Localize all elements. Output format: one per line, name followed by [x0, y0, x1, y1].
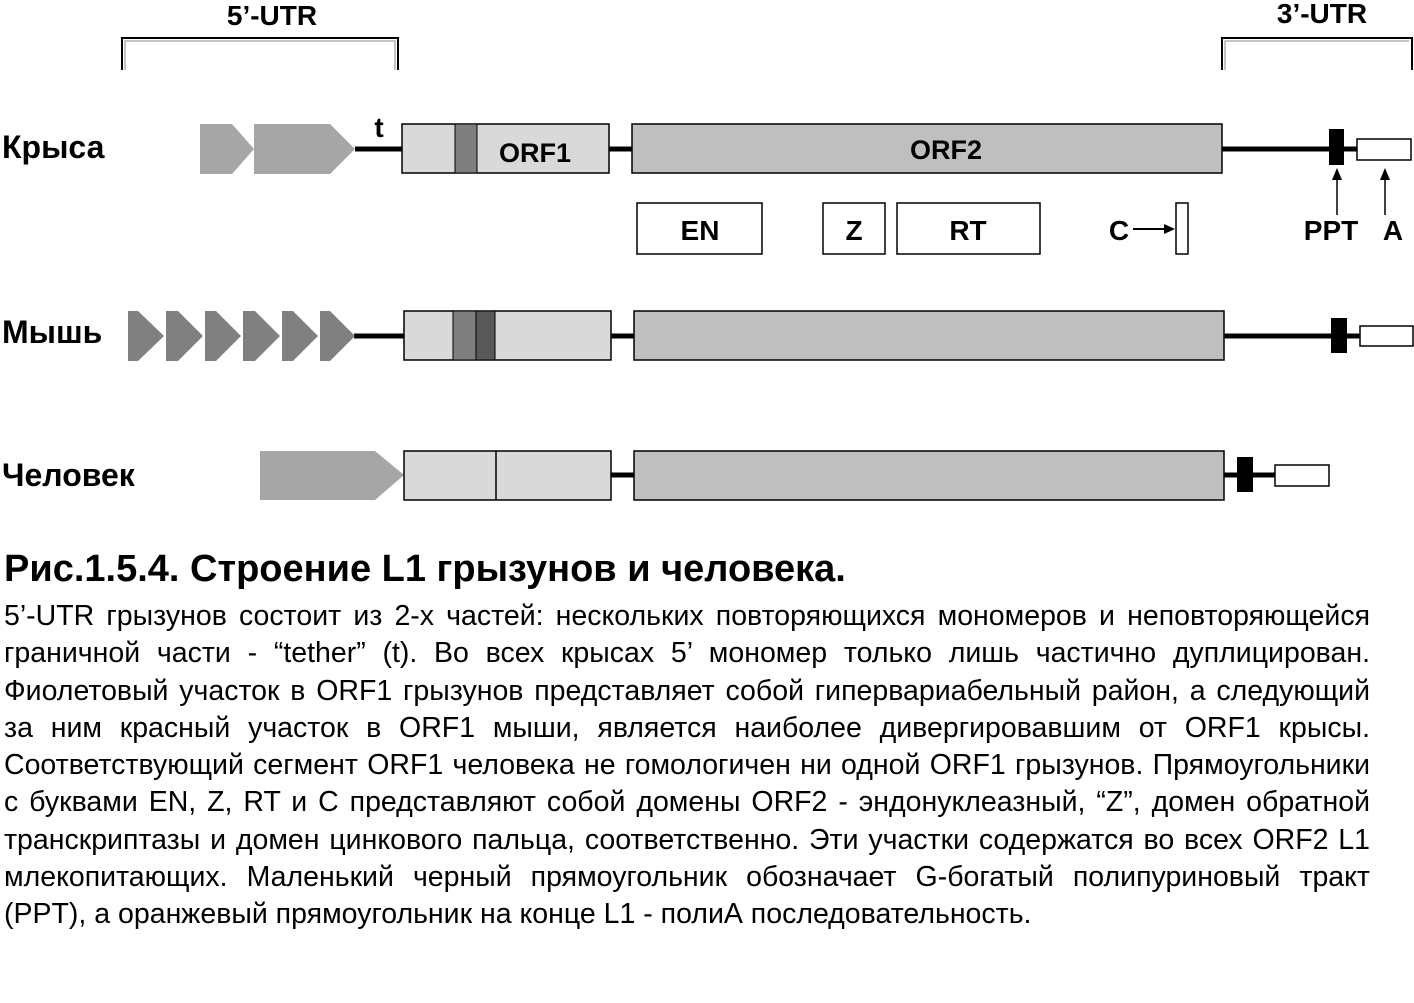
mouse-divergent-region	[476, 311, 495, 360]
mouse-monomer-6	[320, 311, 355, 361]
mouse-monomer-3	[205, 311, 241, 361]
mouse-monomer-5	[282, 311, 318, 361]
human-monomer	[260, 451, 404, 500]
mouse-monomer-2	[166, 311, 203, 361]
human-polya	[1275, 465, 1329, 486]
mouse-orf2	[634, 311, 1224, 360]
rat-monomer-2	[254, 124, 355, 174]
tether-label: t	[374, 112, 384, 143]
utr3-bracket	[1222, 0, 1412, 70]
rat-monomer-1	[200, 124, 254, 174]
species-label-rat: Крыса	[2, 129, 105, 165]
mouse-monomer-4	[243, 311, 280, 361]
human-l1	[260, 451, 1329, 500]
domain-c	[1176, 203, 1188, 254]
figure-caption-body: 5’-UTR грызунов состоит из 2-х частей: нескольких повторяющихся мономеров и неповторяющейся граничной части - “tether” (t). Во всех крысах 5’ мономер только лишь частично дуплицирован. Фиолетовый участок в ORF1 грызунов представляет собой гипервариабельный район, а следующий за ним красный участок в ORF1 мыши, является наиболее дивергировавшим от ORF1 крысы. Соответствующий сегмент ORF1 человека не гомологичен ни одной ORF1 грызунов. Прямоугольники с буквами EN, Z, RT и C представляют собой домены ORF2 - эндонуклеазный, “Z”, домен обратной транскриптазы и домен цинкового пальца, соответственно. Эти участки содержатся во всех ORF2 L1 млекопитающих. Маленький черный прямоугольник обозначает G-богатый полипуриновый тракт (PPT), а оранжевый прямоугольник на конце L1 - полиА последовательность.	[4, 600, 1370, 931]
mouse-ppt	[1331, 318, 1347, 353]
rat-l1	[200, 112, 1411, 174]
ppt-label: PPT	[1303, 215, 1359, 246]
utr3-pointers	[1304, 168, 1403, 246]
utr3-label: 3’-UTR	[1276, 0, 1368, 29]
domain-z-label: Z	[845, 215, 863, 246]
domain-rt-label: RT	[949, 215, 987, 246]
species-label-mouse: Мышь	[2, 314, 103, 350]
orf2-label: ORF2	[909, 135, 983, 165]
mouse-l1	[128, 311, 1413, 361]
polya-label: A	[1382, 215, 1404, 246]
domain-c-arrow	[1164, 224, 1175, 234]
utr5-bracket	[122, 0, 398, 70]
mouse-orf1	[404, 311, 611, 360]
mouse-polya	[1360, 326, 1413, 346]
human-orf2	[634, 451, 1224, 500]
domain-c-label: C	[1108, 215, 1130, 246]
rat-hypervariable-region	[455, 124, 477, 173]
figure-caption-title: Рис.1.5.4. Строение L1 грызунов и человека.	[4, 548, 846, 590]
species-label-human: Человек	[2, 457, 135, 493]
rat-polya	[1357, 139, 1411, 160]
rat-ppt	[1329, 129, 1344, 165]
mouse-monomer-1	[128, 311, 164, 361]
mouse-hypervariable-region	[453, 311, 476, 360]
human-ppt	[1237, 457, 1253, 492]
domain-en-label: EN	[680, 215, 720, 246]
orf1-label: ORF1	[498, 138, 572, 168]
utr5-label: 5’-UTR	[226, 0, 318, 31]
human-orf1	[404, 451, 611, 500]
orf2-domains	[637, 203, 1188, 254]
